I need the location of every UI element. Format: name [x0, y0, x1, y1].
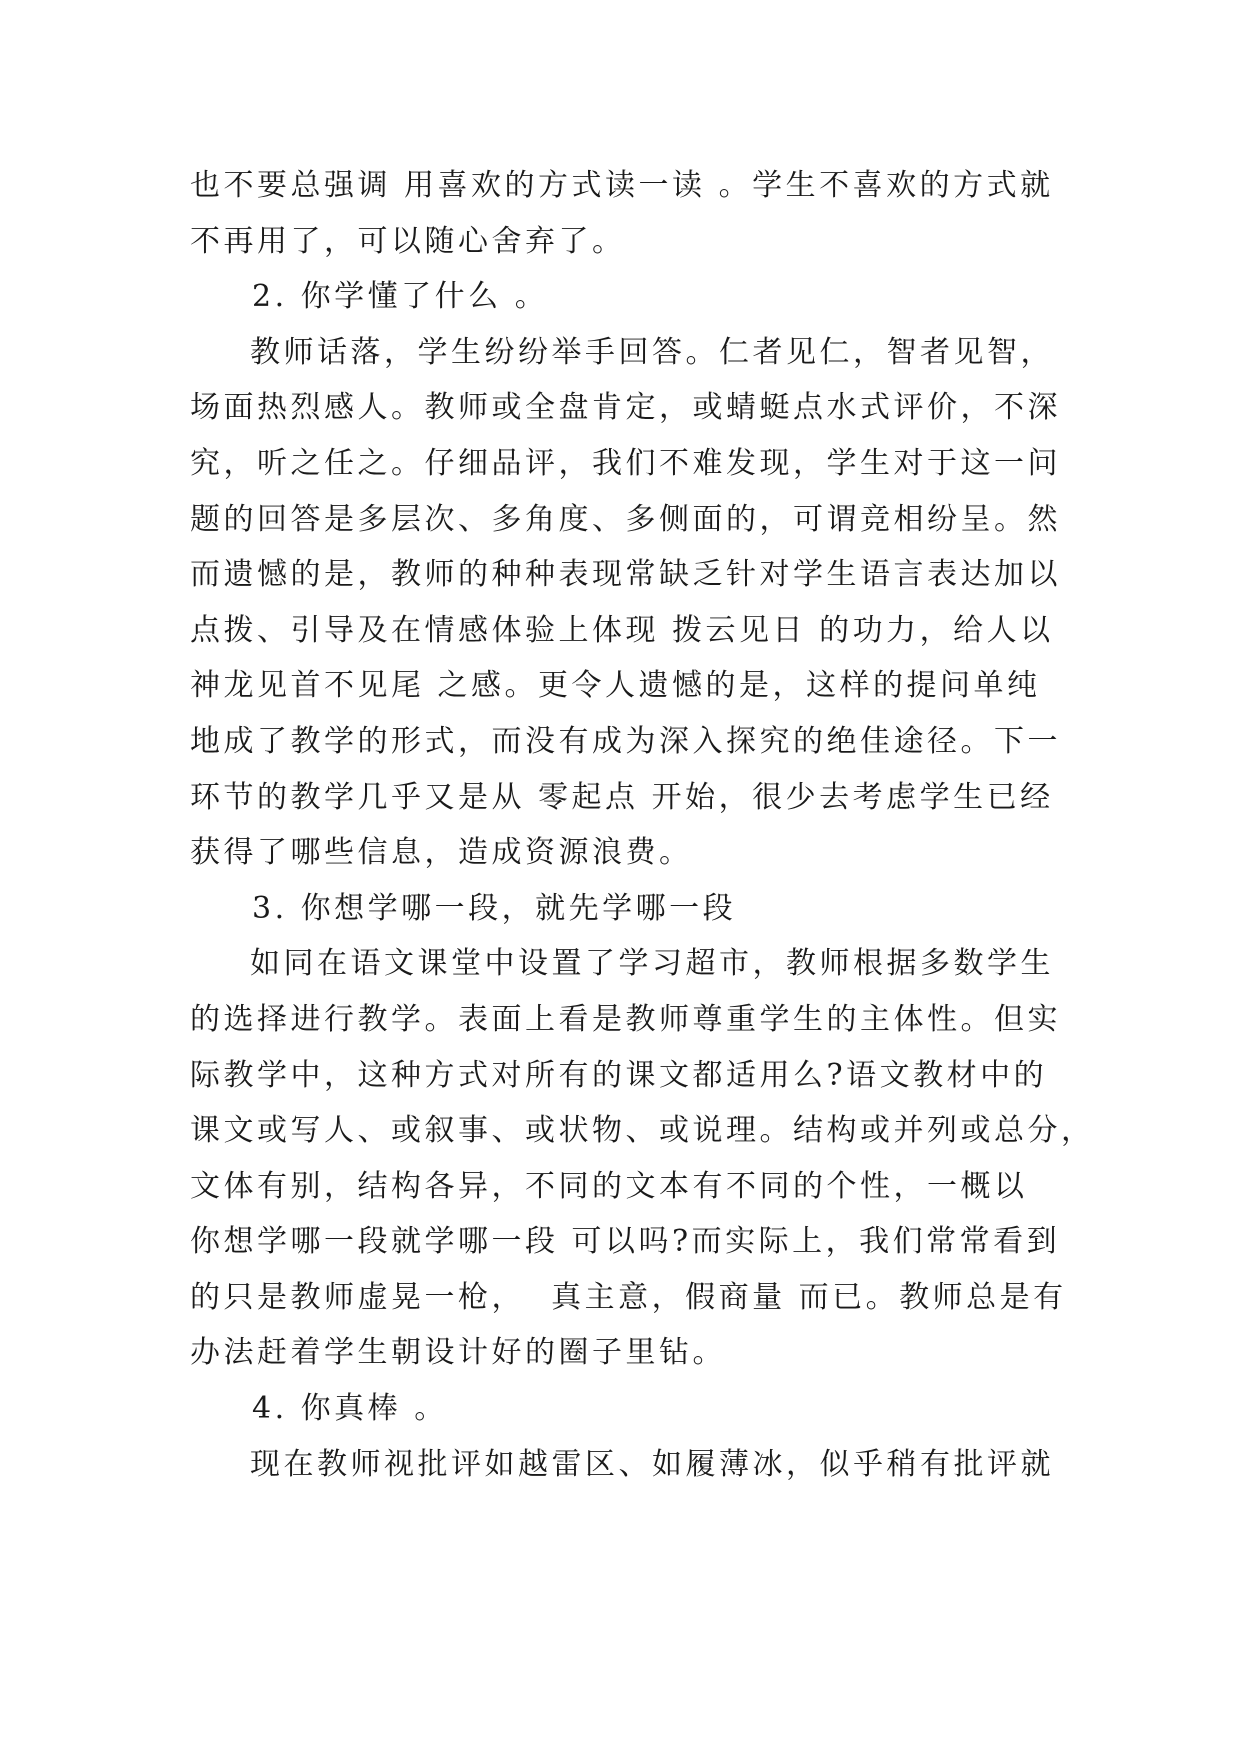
- text-line: 文体有别，结构各异，不同的文本有不同的个性，一概以: [190, 1168, 1028, 1204]
- text-line: 不再用了，可以随心舍弃了。: [190, 223, 626, 259]
- paragraph-start: 如同在语文课堂中设置了学习超市，教师根据多数学生: [250, 946, 1054, 982]
- section-heading-4: 4. 你真棒 。: [252, 1391, 448, 1427]
- text-line: 题的回答是多层次、多角度、多侧面的，可谓竞相纷呈。然: [190, 501, 1061, 537]
- text-line: 点拨、引导及在情感体验上体现 拨云见日 的功力，给人以: [190, 612, 1054, 648]
- text-line: 的选择进行教学。表面上看是教师尊重学生的主体性。但实: [190, 1001, 1061, 1037]
- section-heading-2: 2. 你学懂了什么 。: [252, 279, 549, 315]
- text-line: 也不要总强调 用喜欢的方式读一读 。学生不喜欢的方式就: [190, 168, 1054, 203]
- text-line: 场面热烈感人。教师或全盘肯定，或蜻蜓点水式评价，不深: [190, 390, 1061, 426]
- paragraph-start: 现在教师视批评如越雷区、如履薄冰，似乎稍有批评就: [250, 1446, 1054, 1482]
- text-line: 际教学中，这种方式对所有的课文都适用么?语文教材中的: [190, 1057, 1048, 1093]
- document-body: [190, 158, 1095, 1492]
- section-heading-3: 3. 你想学哪一段，就先学哪一段: [252, 890, 737, 926]
- text-line: 课文或写人、或叙事、或状物、或说理。结构或并列或总分，: [190, 1113, 1095, 1149]
- text-line: 获得了哪些信息，造成资源浪费。: [190, 835, 693, 871]
- text-line: 而遗憾的是，教师的种种表现常缺乏针对学生语言表达加以: [190, 557, 1061, 593]
- text-line: 你想学哪一段就学哪一段 可以吗?而实际上，我们常常看到: [190, 1224, 1061, 1260]
- text-line: 地成了教学的形式，而没有成为深入探究的绝佳途径。下一: [190, 723, 1061, 759]
- text-line: 究，听之任之。仔细品评，我们不难发现，学生对于这一问: [190, 445, 1061, 481]
- text-line: 的只是教师虚晃一枪， 真主意，假商量 而已。教师总是有: [190, 1279, 1067, 1315]
- text-line: 办法赶着学生朝设计好的圈子里钻。: [190, 1335, 726, 1371]
- text-line: 神龙见首不见尾 之感。更令人遗憾的是，这样的提问单纯: [190, 668, 1041, 704]
- text-line: 环节的教学几乎又是从 零起点 开始，很少去考虑学生已经: [190, 779, 1054, 815]
- paragraph-start: 教师话落，学生纷纷举手回答。仁者见仁，智者见智，: [250, 334, 1054, 370]
